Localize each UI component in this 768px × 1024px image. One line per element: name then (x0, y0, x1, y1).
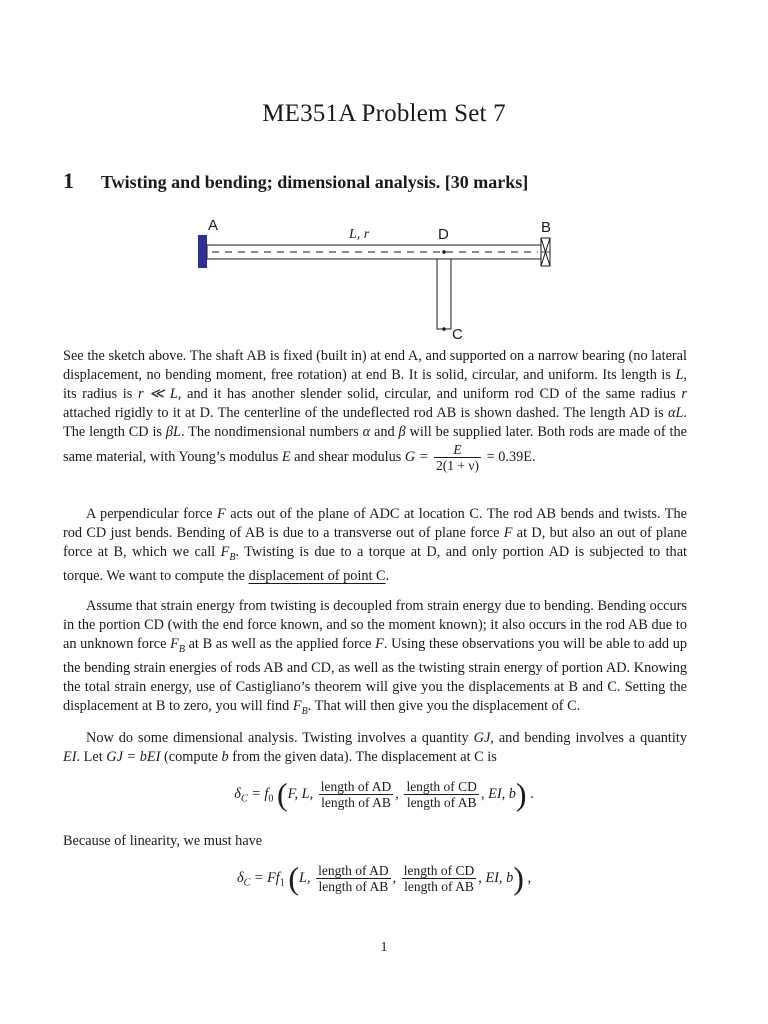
paragraph-strain-energy: Assume that strain energy from twisting is decoupled from strain energy due to bending. Bending occurs in the portion CD (with the end force known, and so the moment known); it also occurs in the rod AB due to an unknown force $F_B$ at B as well as the applied force F. Using these observations you will be able to add up the bending strain energies of rods AB and CD, as well as the twisting strain energy of portion AD. Knowing the total strain energy, use of Castigliano’s theorem will give you the displacements at B and C. Setting the displacement at B to zero, you will find $F_B$. That will then give you the displacement of C. (63, 598, 687, 717)
rod-cd (437, 259, 451, 329)
label-b: B (541, 219, 552, 236)
section-number: 1 (63, 168, 74, 193)
label-length-radius: L, r (349, 227, 370, 242)
paragraph-dimensional: Now do some dimensional analysis. Twisting involves a quantity GJ, and bending involves a quantity EI. Let GJ = bEI (compute b from the given data). The displacement at C is (63, 730, 687, 765)
section-heading (63, 168, 723, 194)
document-title: ME351A Problem Set 7 (262, 100, 506, 127)
section-title: Twisting and bending; dimensional analysis. [30 marks] (101, 172, 529, 192)
shear-modulus-fraction: $\frac{E}{2(1 + \nu)}$ (436, 442, 480, 473)
equation-1: $\delta_C = f_0$ (F, L, $\frac{\text{length of AD}}{\text{length of AB}}$ , $\frac{\text{length of CD}}{\text{length of AB}}$ , EI, b) . (234, 776, 534, 812)
point-d-dot (442, 250, 446, 254)
fixed-wall-a (198, 235, 207, 268)
label-c: C (452, 326, 463, 343)
label-a: A (208, 217, 219, 234)
linearity-sentence: Because of linearity, we must have (63, 833, 263, 849)
underlined-goal: displacement of point C (248, 567, 386, 584)
shaft-sketch (190, 215, 570, 345)
paragraph-force: A perpendicular force F acts out of the plane of ADC at location C. The rod AB bends and twists. The rod CD just bends. Bending of AB is due to a transverse out of plane force F at D, but also an out of plane force at B, which we call $F_B$. Twisting is due to a torque at D, and only portion AD is subjected to that torque. We want to compute the displacement of point C. (63, 506, 688, 584)
point-c-dot (442, 327, 446, 331)
page-number: 1 (380, 940, 388, 955)
label-d: D (438, 226, 449, 243)
equation-2: $\delta_C = Ff_1$ (L, $\frac{\text{length of AD}}{\text{length of AB}}$ , $\frac{\text{length of CD}}{\text{length of AB}}$ , EI, b) , (236, 860, 532, 896)
paragraph-setup: See the sketch above. The shaft AB is fixed (built in) at end A, and supported on a narrow bearing (no lateral displacement, no bending moment, free rotation) at end B. It is solid, circular, and uniform. Its length is L, its radius is r ≪ L, and it has another slender solid, circular, and uniform rod CD of the same radius r attached rigidly to it at D. The centerline of the undeflected rod AB is shown dashed. The length AD is αL. The length CD is βL. The nondimensional numbers α and β will be supplied later. Both rods are made of the same material, with Young’s modulus E and shear modulus G = $\frac{E}{2(1 + \nu)}$ = 0.39E. (63, 348, 687, 473)
